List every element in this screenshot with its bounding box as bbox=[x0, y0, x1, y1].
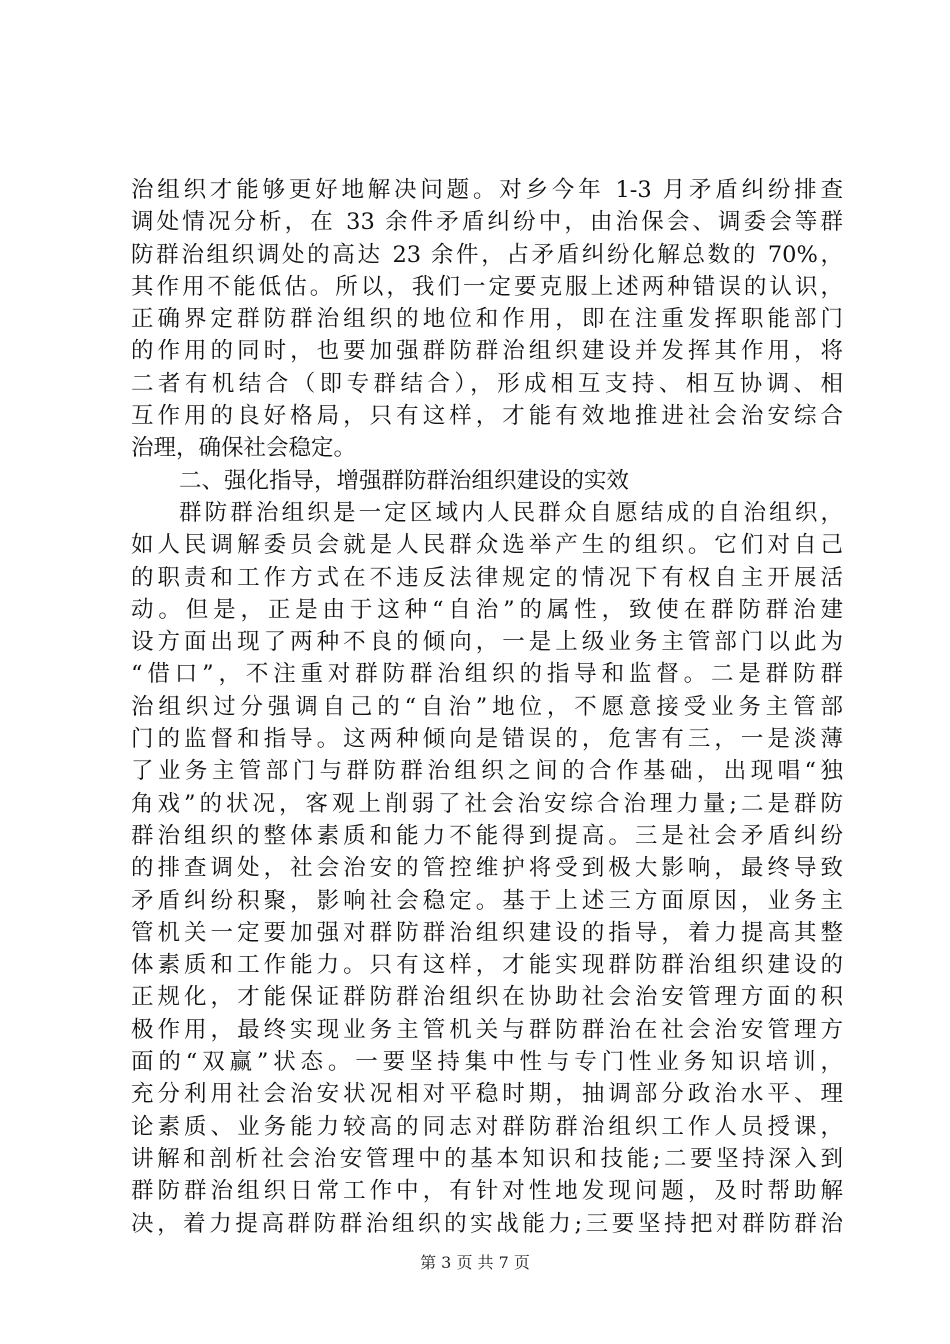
text-line: 的排查调处，社会治安的管控维护将受到极大影响，最终导致 bbox=[131, 855, 843, 882]
text-line: 论素质、业务能力较高的同志对群防群治组织工作人员授课， bbox=[131, 1113, 843, 1140]
text-line: 了业务主管部门与群防群治组织之间的合作基础，出现唱“独 bbox=[131, 758, 843, 785]
text-line: 矛盾纠纷积聚，影响社会稳定。基于上述三方面原因，业务主 bbox=[131, 887, 843, 914]
text-line: “借口”，不注重对群防群治组织的指导和监督。二是群防群 bbox=[131, 661, 843, 688]
body-text bbox=[131, 174, 843, 1240]
text-line: 的作用的同时，也要加强群防群治组织建设并发挥其作用，将 bbox=[131, 338, 843, 365]
text-line: 管机关一定要加强对群防群治组织建设的指导，着力提高其整 bbox=[131, 919, 843, 946]
text-line: 充分利用社会治安状况相对平稳时期，抽调部分政治水平、理 bbox=[131, 1081, 843, 1108]
text-line: 其作用不能低估。所以，我们一定要克服上述两种错误的认识， bbox=[131, 273, 843, 300]
text-line: 群治组织的整体素质和能力不能得到提高。三是社会矛盾纠纷 bbox=[131, 822, 843, 849]
text-line: 防群治组织调处的高达 23 余件，占矛盾纠纷化解总数的 70%， bbox=[131, 241, 843, 268]
text-line: 角戏”的状况，客观上削弱了社会治安综合治理力量;二是群防 bbox=[131, 790, 843, 817]
page-footer: 第 3 页 共 7 页 bbox=[420, 1253, 530, 1272]
text-line: 二、强化指导，增强群防群治组织建设的实效 bbox=[179, 467, 630, 494]
text-line: 门的监督和指导。这两种倾向是错误的，危害有三，一是淡薄 bbox=[131, 726, 843, 753]
text-line: 如人民调解委员会就是人民群众选举产生的组织。它们对自己 bbox=[131, 532, 843, 559]
text-line: 动。但是，正是由于这种“自治”的属性，致使在群防群治建 bbox=[131, 596, 843, 623]
text-line: 治组织过分强调自己的“自治”地位，不愿意接受业务主管部 bbox=[131, 693, 843, 720]
text-line: 互作用的良好格局，只有这样，才能有效地推进社会治安综合 bbox=[131, 403, 843, 430]
text-line: 群防群治组织日常工作中，有针对性地发现问题，及时帮助解 bbox=[131, 1178, 843, 1205]
text-line: 调处情况分析，在 33 余件矛盾纠纷中，由治保会、调委会等群 bbox=[131, 209, 843, 236]
text-line: 群防群治组织是一定区域内人民群众自愿结成的自治组织， bbox=[179, 499, 843, 526]
text-line: 正确界定群防群治组织的地位和作用，即在注重发挥职能部门 bbox=[131, 306, 843, 333]
text-line: 决，着力提高群防群治组织的实战能力;三要坚持把对群防群治 bbox=[131, 1210, 843, 1237]
text-line: 极作用，最终实现业务主管机关与群防群治在社会治安管理方 bbox=[131, 1016, 843, 1043]
text-line: 讲解和剖析社会治安管理中的基本知识和技能;二要坚持深入到 bbox=[131, 1145, 843, 1172]
text-line: 治理，确保社会稳定。 bbox=[131, 435, 357, 462]
text-line: 的职责和工作方式在不违反法律规定的情况下有权自主开展活 bbox=[131, 564, 843, 591]
text-line: 面的“双赢”状态。一要坚持集中性与专门性业务知识培训， bbox=[131, 1049, 843, 1076]
text-line: 治组织才能够更好地解决问题。对乡今年 1-3 月矛盾纠纷排查 bbox=[131, 177, 843, 203]
text-line: 体素质和工作能力。只有这样，才能实现群防群治组织建设的 bbox=[131, 952, 843, 979]
text-line: 正规化，才能保证群防群治组织在协助社会治安管理方面的积 bbox=[131, 984, 843, 1011]
text-line: 设方面出现了两种不良的倾向，一是上级业务主管部门以此为 bbox=[131, 629, 843, 656]
text-line: 二者有机结合（即专群结合），形成相互支持、相互协调、相 bbox=[131, 370, 843, 397]
